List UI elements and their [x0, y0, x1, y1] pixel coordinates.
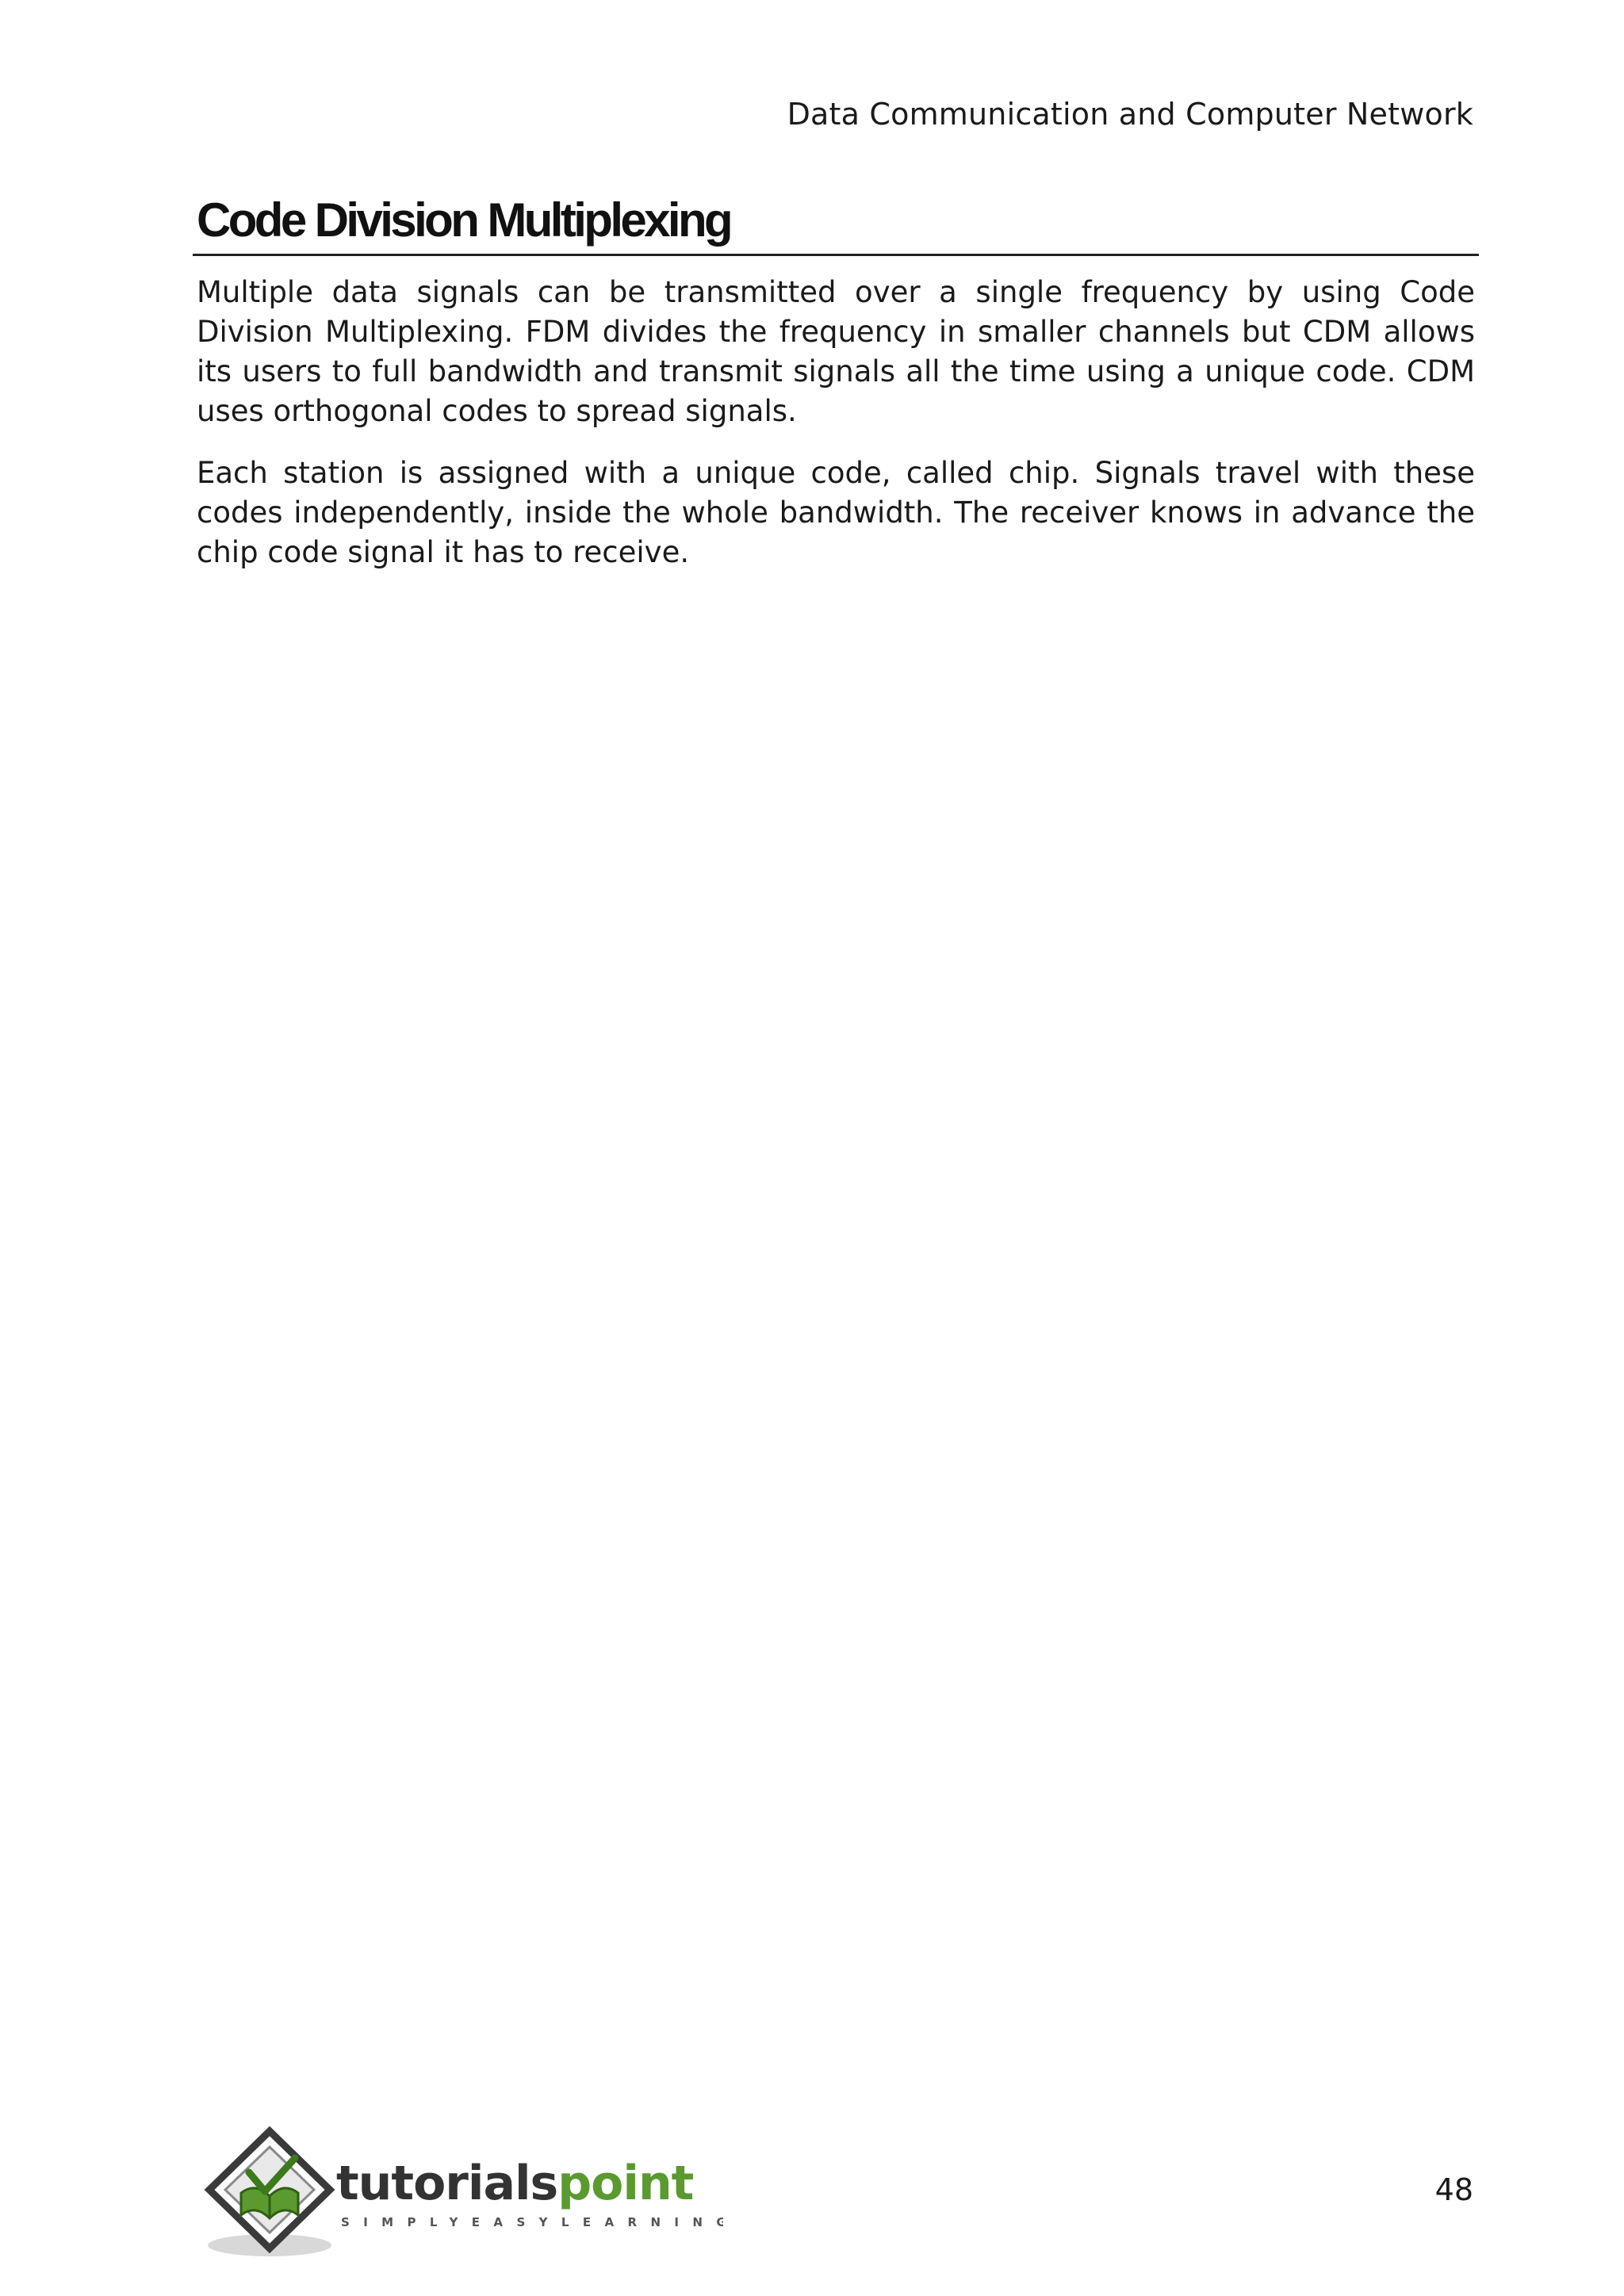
section-title: Code Division Multiplexing	[197, 193, 731, 247]
paragraph: Each station is assigned with a unique code, called chip. Signals travel with these codes independently, inside the whole bandwidth. The receiver knows in advance the chip code signal it has to receive.	[197, 456, 1475, 569]
tutorialspoint-logo	[200, 2126, 723, 2261]
logo-wordmark: tutorialspoint	[336, 2156, 694, 2211]
page-number: 48	[1434, 2172, 1473, 2207]
running-header: Data Communication and Computer Network	[787, 97, 1473, 132]
title-rule	[193, 254, 1479, 256]
section-body	[197, 273, 1475, 595]
logo-tagline: SIMPLYEASYLEARNING	[341, 2215, 723, 2229]
paragraph: Multiple data signals can be transmitted over a single frequency by using Code Division Multiplexing. FDM divides the frequency in smaller channels but CDM allows its users to full bandwidth and transmit signals all the time using a unique code. CDM uses orthogonal codes to spread signals.	[197, 275, 1475, 428]
tutorialspoint-diamond-logo-icon	[209, 2131, 330, 2248]
